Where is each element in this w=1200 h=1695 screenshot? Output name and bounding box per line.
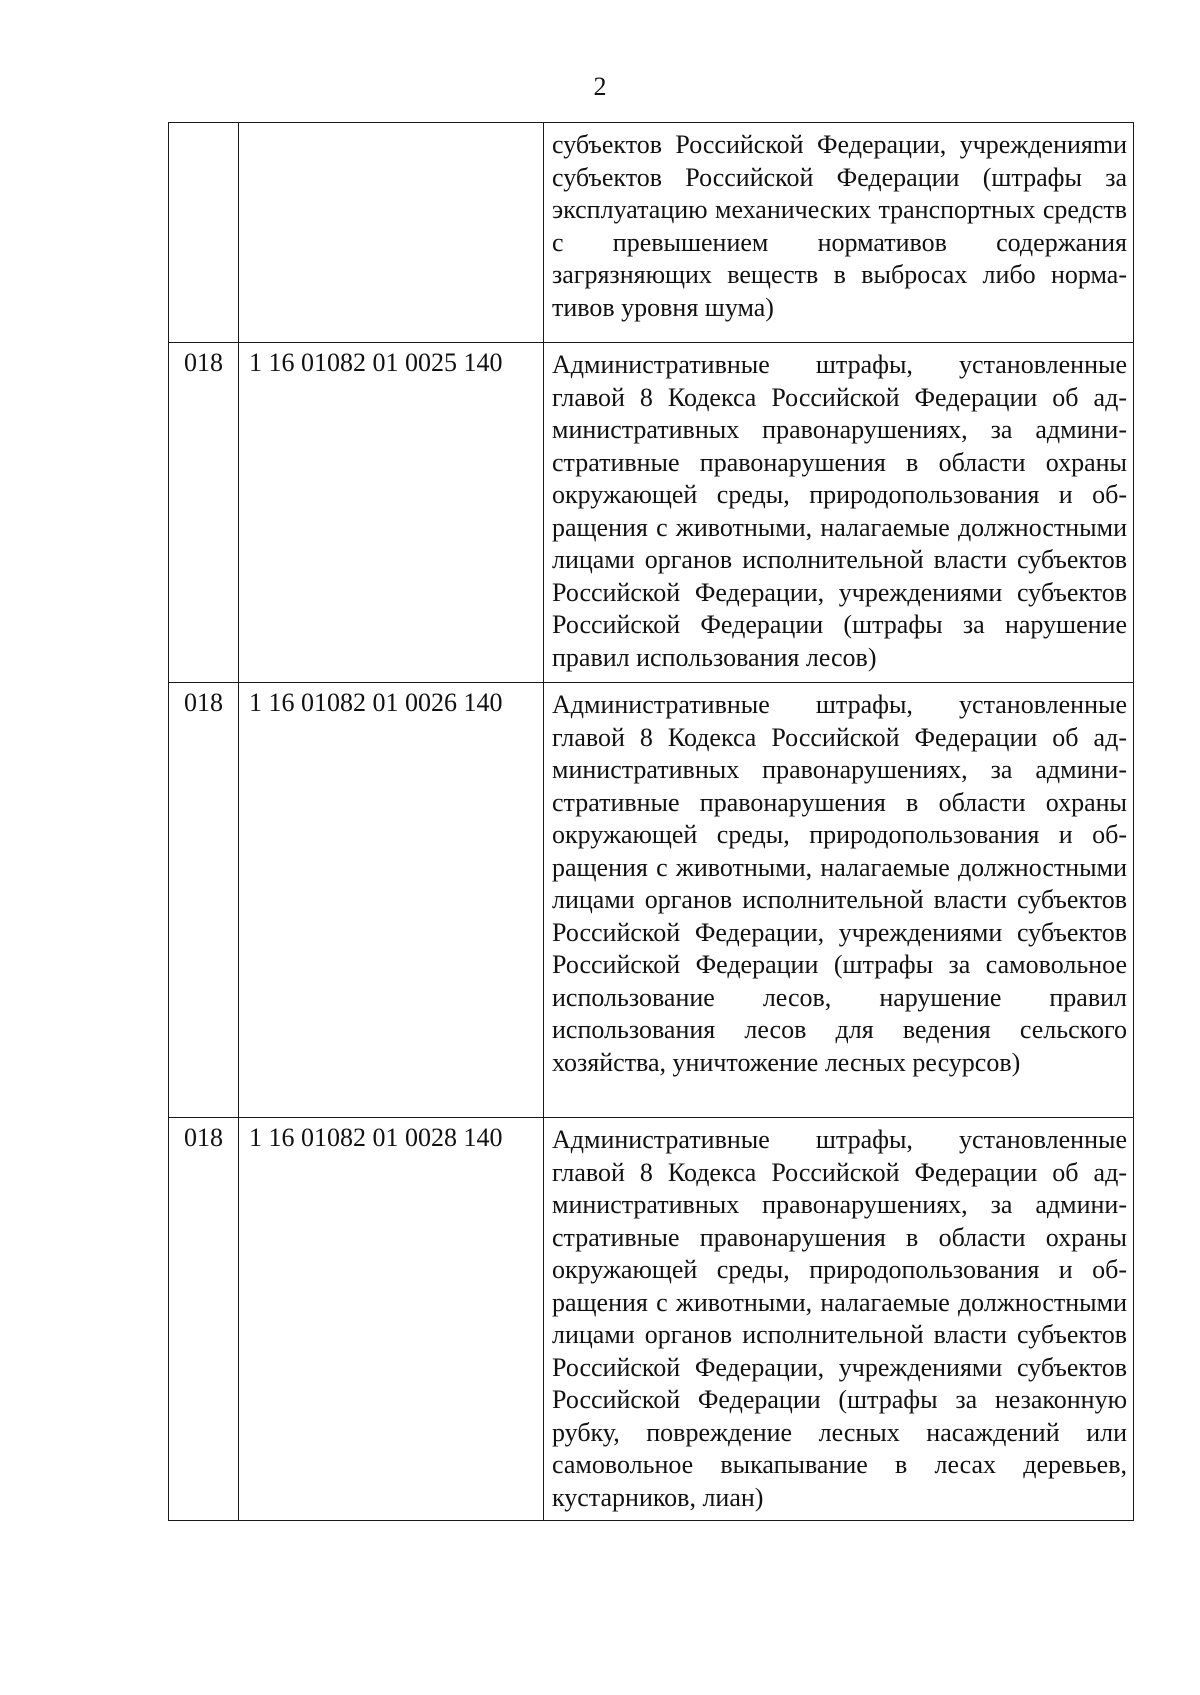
budget-code-cell: 1 16 01082 01 0025 140 [239, 343, 544, 683]
description-cell: Административные штрафы, установленные главой 8 Кодекса Российской Федерации об административных правонарушениях, за административные правонарушения в области охраны окружающей среды, природопользования и обращения с животными, налагаемые должностными лицами органов исполнительной власти субъектов Российской Федерации, учреждениями субъектов Российской Федерации (штрафы за незаконную рубку, повреждение лесных насаждений или самовольное выкапывание в лесах деревьев, кустарников, лиан) [544, 1118, 1134, 1521]
ministry-code-cell: 018 [169, 343, 239, 683]
ministry-code-cell [169, 123, 239, 343]
table-row [169, 343, 1134, 683]
revenue-codes-table [168, 122, 1134, 1521]
description-cell: Административные штрафы, установленные главой 8 Кодекса Российской Федерации об административных правонарушениях, за административные правонарушения в области охраны окружающей среды, природопользования и обращения с животными, налагаемые должностными лицами органов исполнительной власти субъектов Российской Федерации, учреждениями субъектов Российской Федерации (штрафы за нарушение правил использования лесов) [544, 343, 1134, 683]
budget-code-cell: 1 16 01082 01 0028 140 [239, 1118, 544, 1521]
page-number: 2 [593, 72, 607, 101]
budget-code-cell: 1 16 01082 01 0026 140 [239, 683, 544, 1118]
table-row [169, 123, 1134, 343]
table-row [169, 683, 1134, 1118]
table-row [169, 1118, 1134, 1521]
ministry-code-cell: 018 [169, 1118, 239, 1521]
ministry-code-cell: 018 [169, 683, 239, 1118]
budget-code-cell [239, 123, 544, 343]
description-cell: субъектов Российской Федерации, учрежденияmи субъектов Российской Федерации (штрафы за эксплуатацию механических транспортных средств с превышением нормативов содержания загрязняющих веществ в выбросах либо нормативов уровня шума) [544, 123, 1134, 343]
description-cell: Административные штрафы, установленные главой 8 Кодекса Российской Федерации об административных правонарушениях, за административные правонарушения в области охраны окружающей среды, природопользования и обращения с животными, налагаемые должностными лицами органов исполнительной власти субъектов Российской Федерации, учреждениями субъектов Российской Федерации (штрафы за самовольное использование лесов, нарушение правил использования лесов для ведения сельского хозяйства, уничтожение лесных ресурсов) [544, 683, 1134, 1118]
